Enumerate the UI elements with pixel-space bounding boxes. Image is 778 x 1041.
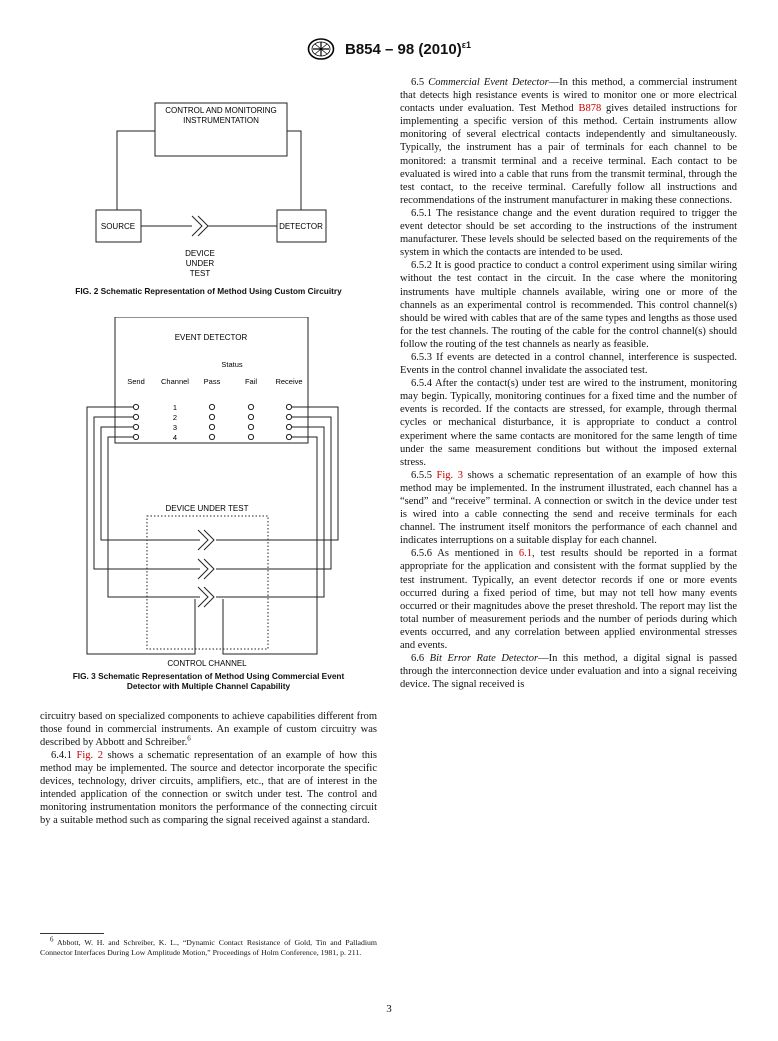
link-b878[interactable]: B878 bbox=[578, 103, 602, 115]
section-6-5-3: 6.5.3 If events are detected in a control channel, interference is suspected. Events in the control channel invalidate the associated test. bbox=[400, 351, 737, 377]
fig3-pass-light-3 bbox=[209, 424, 214, 429]
fig3-status-label: Status bbox=[221, 359, 243, 369]
link-fig-3[interactable]: Fig. 3 bbox=[436, 469, 463, 481]
fig3-receive-terminal-3 bbox=[286, 424, 291, 429]
section-6-5-2: 6.5.2 It is good practice to conduct a control experiment using similar wiring without the test contact in the circuit. In the case where the monitoring instruments have multiple channels available, wiring one or more of the channels as an experimental control is recommended. This control channel(s) should be wired with cables that are of the same types and lengths as those used for the test channels. The routing of the cable for the control channel(s) should follow the routing of the test channels as nearly as feasible. bbox=[400, 260, 737, 350]
fig3-col-channel: Channel bbox=[161, 376, 189, 386]
fig3-send-terminal-3 bbox=[133, 424, 138, 429]
fig3-dut-label: DEVICE UNDER TEST bbox=[165, 503, 249, 513]
section-6-5-1: 6.5.1 The resistance change and the event duration required to trigger the event detector should be set according to the instructions of the instrument manufacturer. These levels should be selected based on the requirements of the system in which the contacts are intended to be used. bbox=[400, 207, 737, 259]
paragraph-custom-circuitry: circuitry based on specialized components to achieve capabilities different from those found in commercial instruments. An example of custom circuitry was described by Abbott and Schreiber.$^6$ bbox=[40, 710, 377, 748]
fig3-channel-3: 3 bbox=[172, 422, 178, 432]
fig3-fail-light-1 bbox=[248, 404, 253, 409]
figure-3-caption: FIG. 3 Schematic Representation of Method Using Commercial Event Detector with Multiple Channel Capability bbox=[72, 670, 345, 691]
fig2-source-label: SOURCE bbox=[100, 222, 136, 231]
figure-2-caption: FIG. 2 Schematic Representation of Method Using Custom Circuitry bbox=[75, 286, 342, 296]
left-column bbox=[40, 76, 377, 827]
section-6-5-5: 6.5.5 Fig. 3 shows a schematic representation of an example of how this method may be implemented. In the instrument illustrated, each channel has a “send” and “receive” terminal. A connection or switch in the device under test is wired into a cable connecting the send and receive terminals for each channel. The instrument itself monitors the performance of each channel and indicates interruptions on a suitable display for each channel. bbox=[400, 469, 738, 547]
section-6-5-6: 6.5.6 As mentioned in 6.1, test results should be reported in a format appropriate for the application and consistent with the format supplied by the test instrument. Typically, an event detector records if one or more events occurred during a fixed period of time, but may not tell how many events occurred or their magnitudes above the preset threshold. The report may list the total number of measurement periods and the number of periods during which events occurred, and any correlation between applied environmental stresses and events. bbox=[400, 548, 737, 652]
fig2-device-label-2: UNDER bbox=[185, 259, 215, 268]
link-6-1[interactable]: 6.1 bbox=[518, 548, 533, 560]
figure-2-diagram bbox=[40, 76, 377, 284]
fig3-channel-4: 4 bbox=[172, 432, 178, 442]
fig3-col-fail: Fail bbox=[244, 376, 258, 386]
fig3-receive-terminal-2 bbox=[286, 414, 291, 419]
fig3-pass-light-4 bbox=[209, 434, 214, 439]
fig3-pass-light-2 bbox=[209, 414, 214, 419]
fig3-send-terminal-2 bbox=[133, 414, 138, 419]
fig3-pass-light-1 bbox=[209, 404, 214, 409]
fig3-receive-terminal-1 bbox=[286, 404, 291, 409]
figure-3-diagram bbox=[40, 317, 377, 669]
fig3-wire-receive-4 bbox=[223, 437, 317, 654]
astm-logo-icon bbox=[307, 38, 335, 60]
page-header bbox=[0, 38, 778, 60]
fig2-wire-left bbox=[117, 131, 155, 210]
fig3-send-terminal-4 bbox=[133, 434, 138, 439]
section-6-5: 6.5 Commercial Event Detector—In this method, a commercial instrument that detects high resistance events is wired to monitor one or more electrical contacts under evaluation. Test Method B878 gives detailed instructions for implementing a specific version of this method. Certain instruments allow monitoring of several electrical contacts independently and simultaneously. Typically, the instrument has a pair of terminals for each channel to be monitored: a transmit terminal and a receive terminal. Each contact to be evaluated is wired into a cable that runs from the transmit terminal, through the test contact, to the receive terminal. Carefully follow all instructions and recommendations of the instrument manufacturer in making these connections. bbox=[400, 77, 738, 206]
fig3-channel-1: 1 bbox=[172, 402, 178, 412]
footnote-rule bbox=[40, 933, 104, 934]
fig3-wire-send-2 bbox=[94, 417, 200, 569]
fig3-fail-light-4 bbox=[248, 434, 253, 439]
standard-designation: B854 – 98 $(2010)^{\varepsilon 1}$ bbox=[344, 39, 472, 58]
standard-superscript: ε1 bbox=[461, 39, 472, 50]
fig3-wire-send-1 bbox=[87, 407, 195, 654]
fig3-title: EVENT DETECTOR bbox=[174, 332, 248, 342]
fig2-device-label-1: DEVICE bbox=[185, 249, 215, 258]
section-6-6-title: Bit Error Rate Detector bbox=[429, 653, 539, 665]
paragraph-6-4-1: 6.4.1 Fig. 2 shows a schematic representation of an example of how this method may be implemented. The source and detector incorporate the specific devices, technology, driver circuits, amplifiers, etc., that are of interest in the intended application of the connection or switch under test. The control and monitoring instrumentation monitors the performance of the connecting circuit by a suitable method such as comparing the signal received against a standard. bbox=[40, 749, 378, 827]
fig2-wire-right bbox=[287, 131, 301, 210]
footnote-ref-6[interactable]: 6 bbox=[187, 734, 191, 743]
fig3-contact-chevrons-2 bbox=[198, 559, 214, 579]
section-6-5-title: Commercial Event Detector bbox=[428, 77, 549, 88]
link-fig-2[interactable]: Fig. 2 bbox=[76, 749, 103, 761]
fig2-control-label-2: INSTRUMENTATION bbox=[183, 116, 259, 125]
footnote-6: $^6$ Abbott, W. H. and Schreiber, K. L., “Dynamic Contact Resistance of Gold, Tin and Palladium Connector Interfaces During Low Amplitude Motion,” Proceedings of Holm Conference, 1981, p. 211. bbox=[40, 935, 377, 957]
fig3-col-send: Send bbox=[127, 376, 145, 386]
fig3-channel-2: 2 bbox=[172, 412, 178, 422]
fig3-receive-terminal-4 bbox=[286, 434, 291, 439]
fig3-fail-light-2 bbox=[248, 414, 253, 419]
fig3-control-channel-label: CONTROL CHANNEL bbox=[167, 658, 247, 668]
fig2-device-label-3: TEST bbox=[189, 269, 211, 278]
page-number: 3 bbox=[386, 1003, 392, 1015]
left-body-text bbox=[40, 710, 377, 828]
fig3-wire-send-4 bbox=[108, 437, 200, 597]
fig2-detector-label: DETECTOR bbox=[279, 222, 323, 231]
fig3-contact-chevrons-3 bbox=[198, 587, 214, 607]
section-6-5-4: 6.5.4 After the contact(s) under test are wired to the instrument, monitoring may begin. Typically, monitoring continues for a fixed time and the number of events is recorded. If the contacts are stressed, for example, through thermal cycles or mechanical disturbance, it is appropriate to conduct a control experiment where the same contacts are monitored for the same length of time under the same measurement conditions but without the imposed external stress. bbox=[400, 378, 737, 468]
section-6-6: 6.6 Bit Error Rate Detector—In this method, a digital signal is passed through the interconnection device under evaluation and into a signal receiving device. The signal received is bbox=[400, 653, 738, 691]
fig3-fail-light-3 bbox=[248, 424, 253, 429]
fig2-device-chevrons bbox=[192, 216, 208, 236]
right-column bbox=[400, 76, 737, 691]
fig3-wire-send-3 bbox=[101, 427, 200, 540]
fig3-dut-box bbox=[147, 516, 268, 649]
fig3-col-receive: Receive bbox=[275, 376, 303, 386]
fig3-wire-receive-2 bbox=[216, 417, 331, 569]
fig3-col-pass: Pass bbox=[203, 376, 221, 386]
fig2-control-label-1: CONTROL AND MONITORING bbox=[165, 106, 277, 115]
fig3-contact-chevrons-1 bbox=[198, 530, 214, 550]
fig3-send-terminal-1 bbox=[133, 404, 138, 409]
